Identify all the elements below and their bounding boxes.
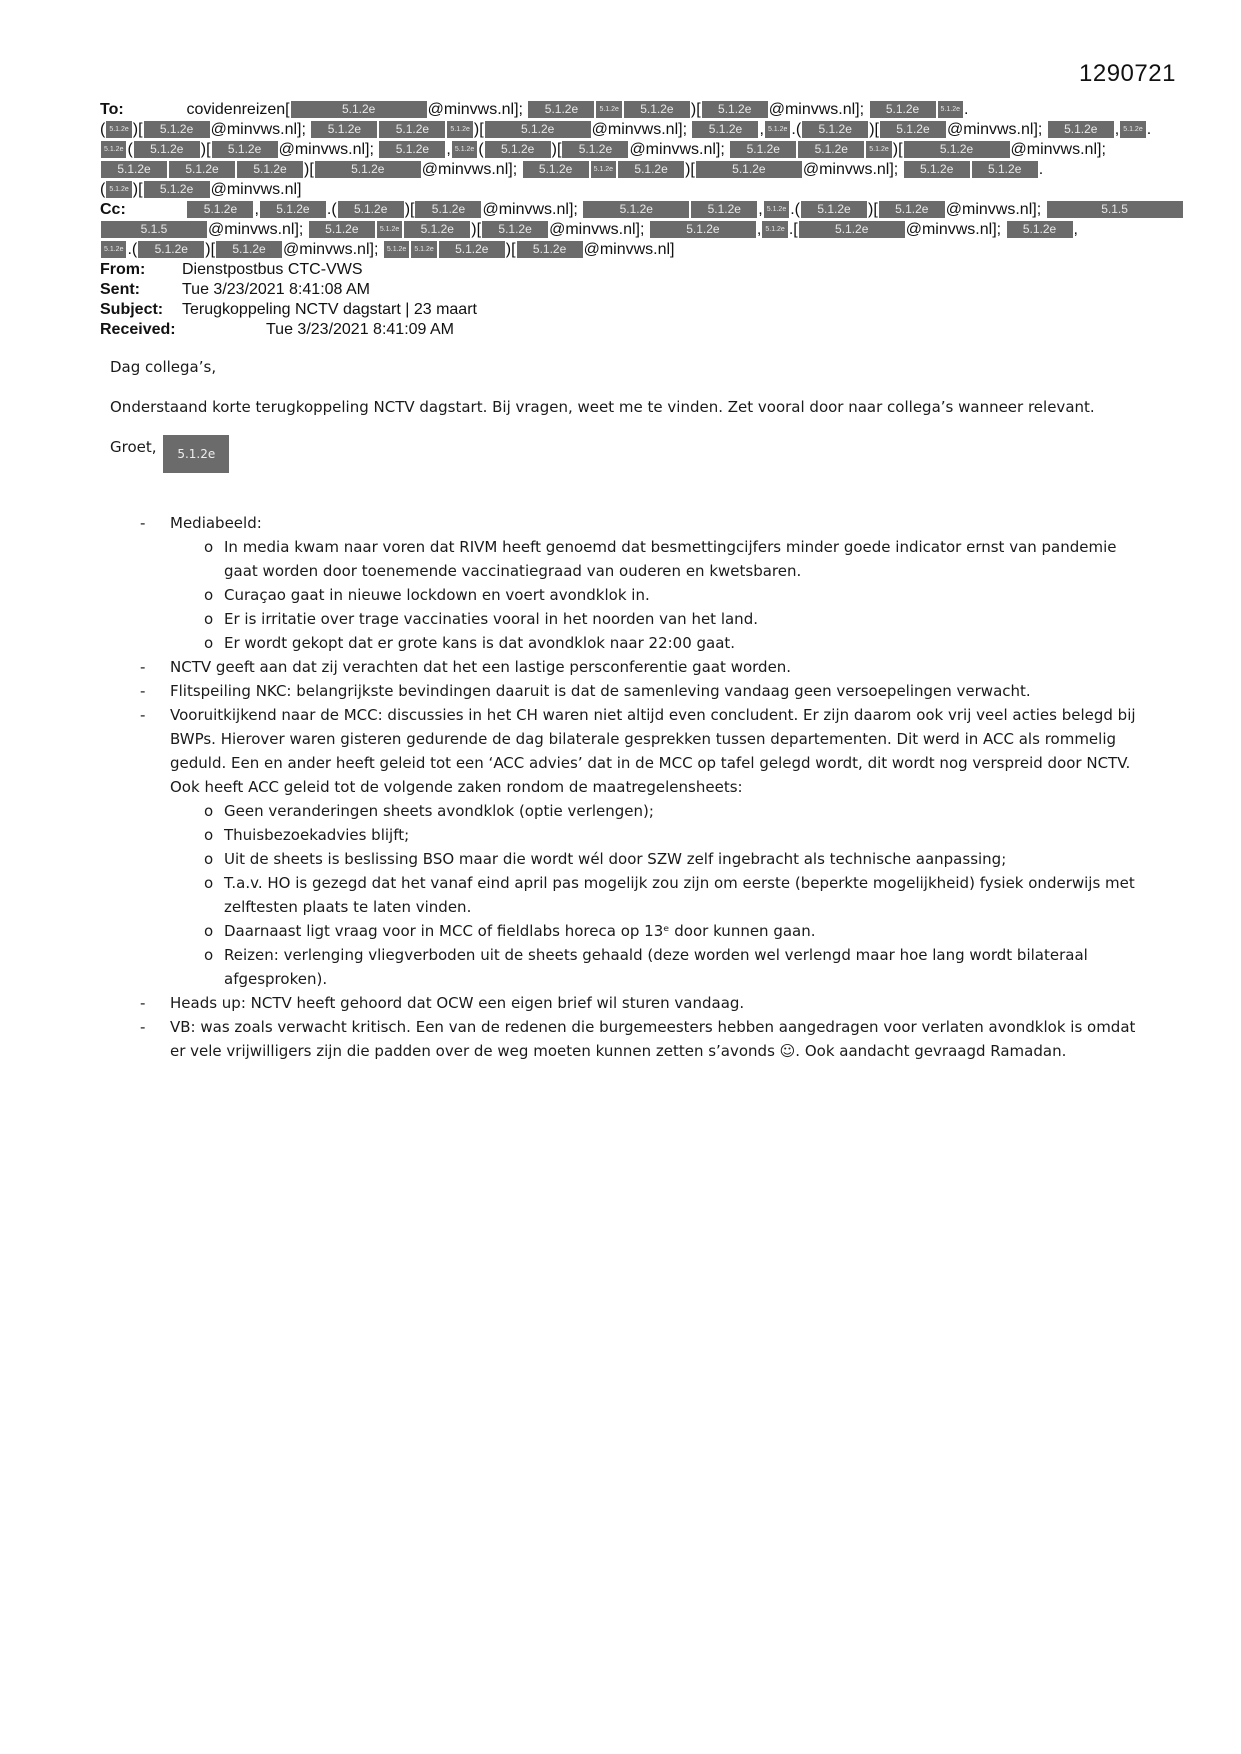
cc-line-1: Cc: 5.1.2e , 5.1.2e .( 5.1.2e )[ 5.1.2e @minvws.nl]; 5.1.2e 5.1.2e , 5.1.2e .( 5.1.2e )[ 5.1.2e @minvws.nl]; 5.1.5	[100, 200, 1150, 220]
redaction: 5.1.2e	[379, 141, 445, 158]
redaction: 5.1.2e	[762, 221, 787, 238]
redaction: 5.1.2e	[618, 161, 684, 178]
email-body	[110, 355, 1140, 1063]
redaction: 5.1.2e	[801, 201, 867, 218]
received-value: Tue 3/23/2021 8:41:09 AM	[266, 321, 454, 338]
sub-list-item-text: Geen veranderingen sheets avondklok (optie verlengen);	[224, 802, 654, 820]
redaction: 5.1.2e	[101, 141, 126, 158]
recipient-domain: @minvws.nl];	[283, 241, 379, 258]
sub-list-item-text: Thuisbezoekadvies blijft;	[224, 826, 410, 844]
to-line-1: To: covidenreizen[ 5.1.2e @minvws.nl]; 5.1.2e 5.1.2e 5.1.2e )[ 5.1.2e @minvws.nl]; 5.1.2e 5.1.2e .	[100, 101, 969, 118]
redaction: 5.1.2e	[452, 141, 477, 158]
sender-name-redaction: 5.1.2e	[163, 435, 229, 473]
redaction: 5.1.2e	[691, 201, 757, 218]
redaction: 5.1.2e	[237, 161, 303, 178]
list-item	[110, 1015, 1140, 1063]
redaction: 5.1.2e	[212, 141, 278, 158]
feedback-list	[110, 511, 1140, 1063]
redaction: 5.1.2e	[517, 241, 583, 258]
sub-list-item	[170, 535, 1140, 583]
recipient-domain: @minvws.nl];	[946, 121, 1043, 138]
redaction: 5.1.2e	[870, 101, 936, 118]
redaction: 5.1.2e	[404, 221, 470, 238]
redaction: 5.1.2e	[562, 141, 628, 158]
subject-value: Terugkoppeling NCTV dagstart | 23 maart	[182, 301, 477, 318]
redaction: 5.1.2e	[880, 121, 946, 138]
subject-label: Subject:	[100, 301, 164, 318]
list-item	[110, 679, 1140, 703]
from-value: Dienstpostbus CTC-VWS	[182, 261, 363, 278]
redaction: 5.1.2e	[904, 161, 970, 178]
redaction: 5.1.2e	[692, 121, 758, 138]
redaction: 5.1.2e	[379, 121, 445, 138]
redaction: 5.1.2e	[972, 161, 1038, 178]
to-line-2: ( 5.1.2e )[ 5.1.2e @minvws.nl]; 5.1.2e 5.1.2e 5.1.2e )[ 5.1.2e @minvws.nl]; 5.1.2e , 5.1.2e .( 5.1.2e )[ 5.1.2e @minvws.nl]; 5.1.2e , 5.1.2e .	[100, 121, 1152, 138]
cc-line-3: 5.1.2e .( 5.1.2e )[ 5.1.2e @minvws.nl]; 5.1.2e 5.1.2e 5.1.2e )[ 5.1.2e @minvws.nl]	[100, 240, 1150, 260]
to-first-recipient: covidenreizen[	[186, 101, 290, 118]
redaction: 5.1.2e	[764, 201, 789, 218]
redaction: 5.1.2e	[702, 101, 768, 118]
closing-line	[110, 435, 1140, 473]
email-header	[100, 100, 1150, 340]
redaction: 5.1.2e	[134, 141, 200, 158]
sub-list-item	[170, 631, 1140, 655]
greeting: Dag collega’s,	[110, 358, 217, 376]
redaction: 5.1.2e	[138, 241, 204, 258]
intro-paragraph: Onderstaand korte terugkoppeling NCTV dagstart. Bij vragen, weet me te vinden. Zet vooral door naar collega’s wanneer relevant.	[110, 398, 1095, 416]
redaction: 5.1.2e	[938, 101, 963, 118]
sub-list-item-text: Reizen: verlenging vliegverboden uit de sheets gehaald (deze worden wel verlengd maar hoe lang wordt bilateraal afgesproken).	[224, 946, 1088, 988]
recipient-domain: @minvws.nl];	[768, 101, 865, 118]
redaction: 5.1.2e	[291, 101, 427, 118]
list-item	[110, 655, 1140, 679]
redaction: 5.1.2e	[144, 181, 210, 198]
sub-list-item-text: T.a.v. HO is gezegd dat het vanaf eind april pas mogelijk zou zijn om eerste (beperkte mogelijkheid) fysiek onderwijs met zelftesten plaats te laten vinden.	[224, 874, 1135, 916]
redaction: 5.1.2e	[106, 121, 131, 138]
redaction: 5.1.2e	[338, 201, 404, 218]
redaction: 5.1.2e	[485, 141, 551, 158]
redaction: 5.1.2e	[1048, 121, 1114, 138]
from-label: From:	[100, 261, 146, 278]
sub-list-item-text: Curaçao gaat in nieuwe lockdown en voert avondklok in.	[224, 586, 650, 604]
to-line-5: ( 5.1.2e )[ 5.1.2e @minvws.nl]	[100, 181, 302, 198]
list-item-text: Flitspeiling NKC: belangrijkste bevindingen daaruit is dat de samenleving vandaag geen versoepelingen verwacht.	[170, 682, 1031, 700]
to-label: To:	[100, 101, 124, 118]
redaction: 5.1.2e	[802, 121, 868, 138]
sub-list-item-text: Er wordt gekopt dat er grote kans is dat avondklok naar 22:00 gaat.	[224, 634, 736, 652]
sub-list-item-text: Er is irritatie over trage vaccinaties vooral in het noorden van het land.	[224, 610, 758, 628]
recipient-domain: @minvws.nl];	[1010, 141, 1106, 158]
to-line-4: 5.1.2e 5.1.2e 5.1.2e )[ 5.1.2e @minvws.nl]; 5.1.2e 5.1.2e 5.1.2e )[ 5.1.2e @minvws.nl]; 5.1.2e 5.1.2e .	[100, 160, 1150, 180]
redaction: 5.1.2e	[101, 161, 167, 178]
list-item-text: Heads up: NCTV heeft gehoord dat OCW een eigen brief wil sturen vandaag.	[170, 994, 745, 1012]
sub-list-item	[170, 799, 1140, 823]
redaction: 5.1.2e	[799, 221, 905, 238]
redaction: 5.1.2e	[798, 141, 864, 158]
list-item-text: Vooruitkijkend naar de MCC: discussies in het CH waren niet altijd even concludent. Er zijn daarom ook vrij veel acties belegd bij BWPs. Hierover waren gisteren gedurende de dag bilaterale gesprekken tussen departementen. Dit werd in ACC als rommelig geduld. Een en ander heeft geleid tot een ‘ACC advies’ dat in de MCC op tafel gelegd wordt, dit wordt nog verspreid door NCTV. Ook heeft ACC geleid tot de volgende zaken rondom de maatregelensheets:	[170, 706, 1136, 796]
sub-list	[170, 535, 1140, 655]
sub-list-item	[170, 607, 1140, 631]
redaction: 5.1.2e	[696, 161, 802, 178]
cc-line-2: 5.1.5 @minvws.nl]; 5.1.2e 5.1.2e 5.1.2e )[ 5.1.2e @minvws.nl]; 5.1.2e , 5.1.2e .[ 5.1.2e @minvws.nl]; 5.1.2e ,	[100, 220, 1150, 240]
redaction: 5.1.2e	[730, 141, 796, 158]
from-row	[100, 260, 1150, 280]
list-item	[110, 703, 1140, 991]
redaction: 5.1.2e	[879, 201, 945, 218]
recipient-domain: @minvws.nl]	[583, 241, 675, 258]
sub-list	[170, 799, 1140, 991]
recipient-domain: @minvws.nl];	[427, 101, 523, 118]
redaction: 5.1.2e	[866, 141, 891, 158]
redaction: 5.1.2e	[315, 161, 421, 178]
document-number: 1290721	[1079, 60, 1176, 87]
recipient-domain: @minvws.nl]	[210, 181, 302, 198]
redaction: 5.1.2e	[377, 221, 402, 238]
recipient-domain: @minvws.nl];	[210, 121, 306, 138]
recipient-domain: @minvws.nl];	[482, 201, 578, 218]
recipient-domain: @minvws.nl];	[591, 121, 688, 138]
recipient-domain: @minvws.nl];	[629, 141, 725, 158]
sub-list-item	[170, 823, 1140, 847]
cc-label: Cc:	[100, 201, 126, 218]
sub-list-item	[170, 871, 1140, 919]
sub-list-item	[170, 583, 1140, 607]
redaction: 5.1.2e	[311, 121, 377, 138]
redaction: 5.1.2e	[144, 121, 210, 138]
recipient-domain: @minvws.nl];	[802, 161, 899, 178]
redaction: 5.1.2e	[187, 201, 253, 218]
redaction: 5.1.2e	[106, 181, 131, 198]
redaction: 5.1.2e	[169, 161, 235, 178]
redaction: 5.1.2e	[523, 161, 589, 178]
redaction: 5.1.2e	[650, 221, 756, 238]
redaction: 5.1.2e	[216, 241, 282, 258]
redaction: 5.1.2e	[384, 241, 409, 258]
recipient-domain: @minvws.nl];	[421, 161, 518, 178]
redaction: 5.1.2e	[583, 201, 689, 218]
redaction: 5.1.2e	[528, 101, 594, 118]
redaction: 5.1.2e	[411, 241, 436, 258]
sent-value: Tue 3/23/2021 8:41:08 AM	[182, 281, 370, 298]
redaction: 5.1.5	[1047, 201, 1183, 218]
redaction: 5.1.2e	[415, 201, 481, 218]
sub-list-item	[170, 919, 1140, 943]
redaction: 5.1.2e	[485, 121, 591, 138]
received-label: Received:	[100, 321, 176, 338]
sub-list-item-text: Uit de sheets is beslissing BSO maar die wordt wél door SZW zelf ingebracht als technische aanpassing;	[224, 850, 1007, 868]
redaction: 5.1.2e	[101, 241, 126, 258]
list-item	[110, 511, 1140, 655]
sub-list-item	[170, 847, 1140, 871]
redaction: 5.1.2e	[596, 101, 621, 118]
to-line-3: 5.1.2e ( 5.1.2e )[ 5.1.2e @minvws.nl]; 5.1.2e , 5.1.2e ( 5.1.2e )[ 5.1.2e @minvws.nl]; 5.1.2e 5.1.2e 5.1.2e )[ 5.1.2e @minvws.nl];	[100, 140, 1150, 160]
recipient-domain: @minvws.nl];	[208, 221, 304, 238]
received-row	[100, 320, 1150, 340]
redaction: 5.1.2e	[624, 101, 690, 118]
subject-row	[100, 300, 1150, 320]
recipient-domain: @minvws.nl];	[278, 141, 374, 158]
recipient-domain: @minvws.nl];	[945, 201, 1042, 218]
redaction: 5.1.2e	[447, 121, 472, 138]
list-item-text: VB: was zoals verwacht kritisch. Een van de redenen die burgemeesters hebben aangedragen voor verlaten avondklok is omdat er vele vrijwilligers zijn die padden over de weg moeten kunnen zetten s’avonds ☺. Ook aandacht gevraagd Ramadan.	[170, 1018, 1136, 1060]
closing-text: Groet,	[110, 438, 157, 456]
redaction: 5.1.2e	[260, 201, 326, 218]
redaction: 5.1.2e	[904, 141, 1010, 158]
list-item-text: Mediabeeld:	[170, 514, 262, 532]
redaction: 5.1.2e	[309, 221, 375, 238]
redaction: 5.1.2e	[1120, 121, 1145, 138]
redaction: 5.1.5	[101, 221, 207, 238]
redaction: 5.1.2e	[765, 121, 790, 138]
recipient-domain: @minvws.nl];	[549, 221, 645, 238]
list-item	[110, 991, 1140, 1015]
sent-label: Sent:	[100, 281, 140, 298]
sub-list-item	[170, 943, 1140, 991]
redaction: 5.1.2e	[439, 241, 505, 258]
redaction: 5.1.2e	[482, 221, 548, 238]
sent-row	[100, 280, 1150, 300]
recipient-domain: @minvws.nl];	[905, 221, 1002, 238]
list-item-text: NCTV geeft aan dat zij verachten dat het een lastige persconferentie gaat worden.	[170, 658, 792, 676]
redaction: 5.1.2e	[1007, 221, 1073, 238]
sub-list-item-text: Daarnaast ligt vraag voor in MCC of fieldlabs horeca op 13ᵉ door kunnen gaan.	[224, 922, 816, 940]
redaction: 5.1.2e	[591, 161, 616, 178]
sub-list-item-text: In media kwam naar voren dat RIVM heeft genoemd dat besmettingcijfers minder goede indicator ernst van pandemie gaat worden door toenemende vaccinatiegraad van ouderen en kwetsbaren.	[224, 538, 1117, 580]
